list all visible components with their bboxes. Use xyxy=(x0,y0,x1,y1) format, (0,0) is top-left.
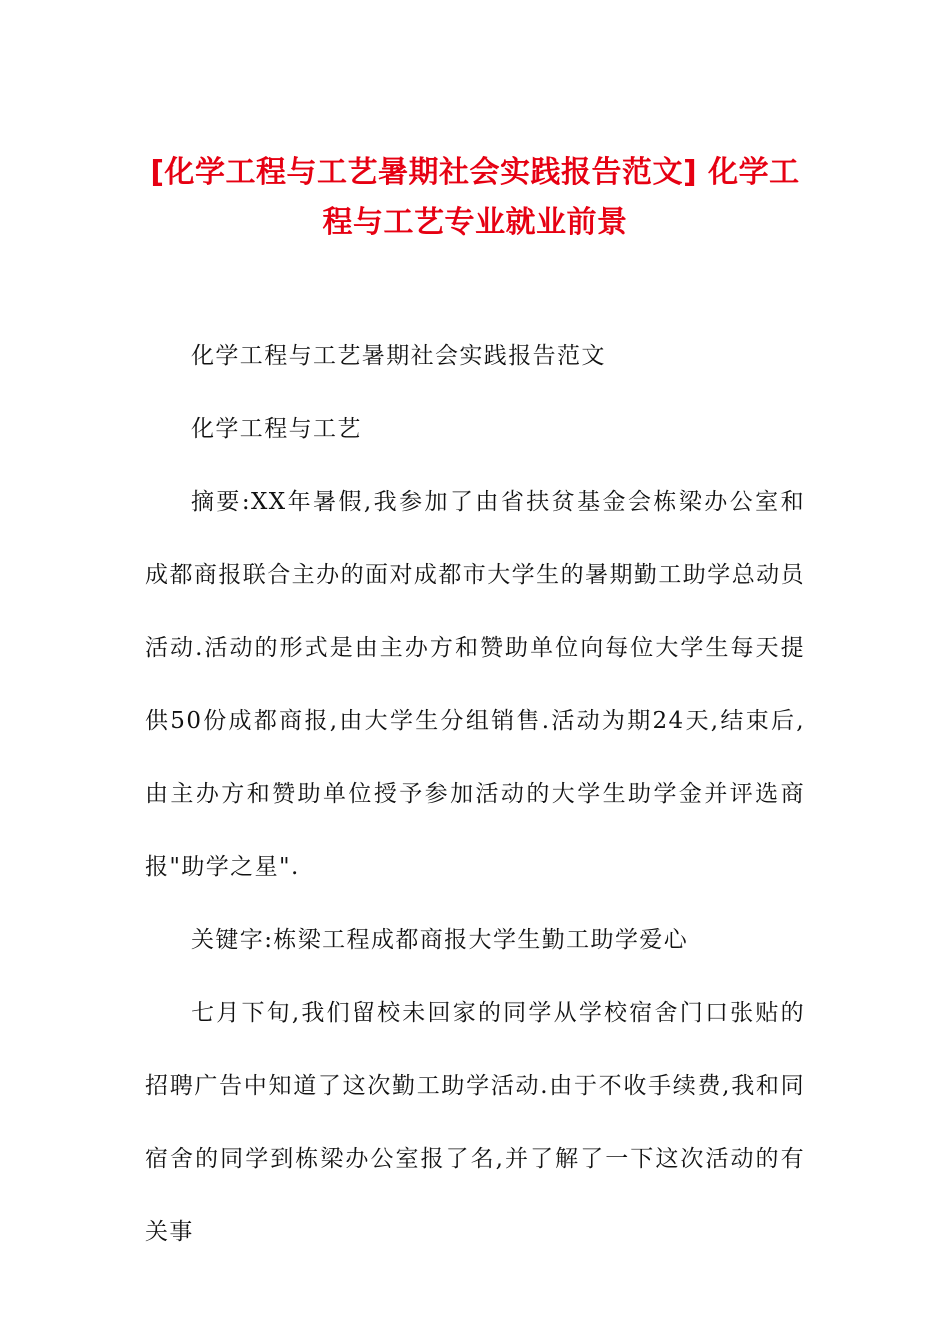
paragraph-report-heading: 化学工程与工艺暑期社会实践报告范文 xyxy=(191,343,606,369)
paragraph-subject: 化学工程与工艺 xyxy=(191,416,362,442)
paragraph-keywords: 关键字:栋梁工程成都商报大学生勤工助学爱心 xyxy=(191,927,689,953)
document-title: [化学工程与工艺暑期社会实践报告范文] 化学工程与工艺专业就业前景 xyxy=(150,155,800,240)
paragraph-body: 七月下旬,我们留校未回家的同学从学校宿舍门口张贴的招聘广告中知道了这次勤工助学活动.由于不收手续费,我和同宿舍的同学到栋梁办公室报了名,并了解了一下这次活动的有关事 xyxy=(145,1000,805,1245)
paragraph-abstract: 摘要:XX年暑假,我参加了由省扶贫基金会栋梁办公室和成都商报联合主办的面对成都市大学生的暑期勤工助学总动员活动.活动的形式是由主办方和赞助单位向每位大学生每天提供50份成都商报,由大学生分组销售.活动为期24天,结束后,由主办方和赞助单位授予参加活动的大学生助学金并评选商报"助学之星". xyxy=(145,489,805,880)
document-body xyxy=(145,320,805,1269)
